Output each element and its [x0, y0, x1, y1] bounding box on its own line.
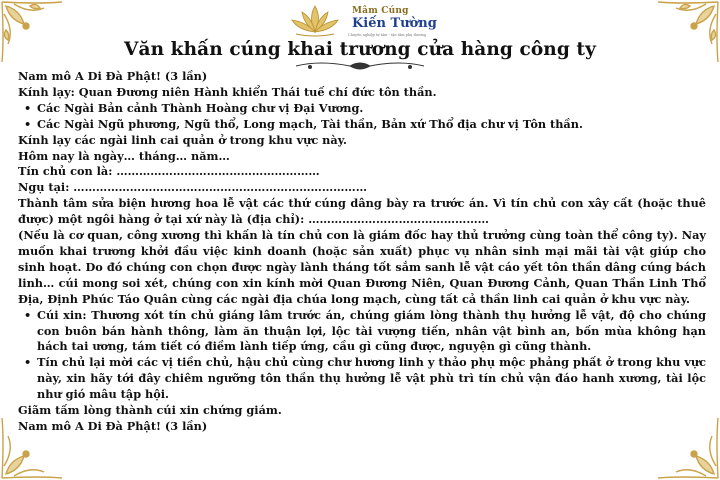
- list-item: • Các Ngài Bản cảnh Thành Hoàng chư vị Đại Vương.: [18, 101, 706, 117]
- brand-tagline: Chuyên nghiệp tự tâm - tận tâm phụ thương: [348, 33, 427, 37]
- name-line: Tín chủ con là: ………………………………………………: [18, 164, 320, 179]
- invocation-line: Kính lạy: Quan Đương niên Hành khiển Thái tuế chí đức tôn thần.: [18, 84, 437, 99]
- list-item: • Các Ngài Ngũ phương, Ngũ thổ, Long mạch, Tài thần, Bản xứ Thổ địa chư vị Tôn thần.: [18, 117, 706, 133]
- brand-name: Kiến Tường: [352, 16, 437, 31]
- page-title: Văn khấn cúng khai trương cửa hàng công ty: [124, 39, 596, 60]
- closing-line: Giãm tấm lòng thành cúi xin chứng giám.: [18, 403, 282, 418]
- list-item: • Cúi xin: Thương xót tín chủ giáng lâm trước án, chúng giám lòng thành thụ hưởng lễ vật, độ cho chúng con buôn bán hành thông, làm ăn thuận lợi, lộc tài vượng tiến, nhân vật bình an, bốn mùa không hạn hách tai ương, tám tiết có điềm lành tiếp ứng, cầu gì cũng được, nguyện gì cũng thành.: [18, 308, 706, 356]
- list-item: • Tín chủ lại mời các vị tiền chủ, hậu chủ cùng chư hương linh y thảo phụ mộc phảng phất ở trong khu vực này, xin hãy tới đây chiêm ngưỡng tôn thần thụ hưởng lễ vật phù trì tín chủ vận đáo hanh xương, tài lộc như gió mâu tập hội.: [18, 355, 706, 403]
- brand-logo: [282, 2, 442, 38]
- paragraph-offering: Thành tâm sửa biện hương hoa lễ vật các thứ cúng dâng bày ra trước án. Vì tín chủ con xây cất (hoặc thuê được) một ngôi hàng ở tại xứ này là (địa chỉ): …………………………………………: [18, 196, 706, 227]
- prayer-text: [18, 69, 706, 435]
- paragraph-company: (Nếu là cơ quan, công xương thì khấn là tín chủ con là giám đốc hay thủ trưởng cùng toàn thể công ty). Nay muốn khai trương khởi đầu việc kinh doanh (hoặc sản xuất) phục vụ nhân sinh mại mãi tài vật giúp cho sinh hoạt. Do đó chúng con chọn được ngày lành tháng tốt sắm sanh lễ vật cáo yết tôn thần dâng cúng bách linh… cúi mong soi xét, chúng con xin kính mời Quan Đương Niên, Quan Đương Cảnh, Quan Thần Linh Thổ Địa, Định Phúc Táo Quân cùng các ngài địa chúa long mạch, cùng tất cả thần linh cai quản ở khu vực này.: [18, 228, 706, 306]
- ending-line: Nam mô A Di Đà Phật! (3 lần): [18, 418, 208, 433]
- wish-list: [18, 308, 706, 403]
- address-line: Ngụ tại: ……………………………………………………………………: [18, 180, 368, 195]
- brand-top-text: Mâm Cúng: [352, 6, 409, 16]
- opening-line: Nam mô A Di Đà Phật! (3 lần): [18, 69, 208, 83]
- date-line: Hôm nay là ngày… tháng… năm…: [18, 148, 230, 163]
- invocation-line-2: Kính lạy các ngài linh cai quản ở trong khu vực này.: [18, 132, 347, 147]
- deity-list: [18, 101, 706, 133]
- lotus-icon: [284, 2, 346, 38]
